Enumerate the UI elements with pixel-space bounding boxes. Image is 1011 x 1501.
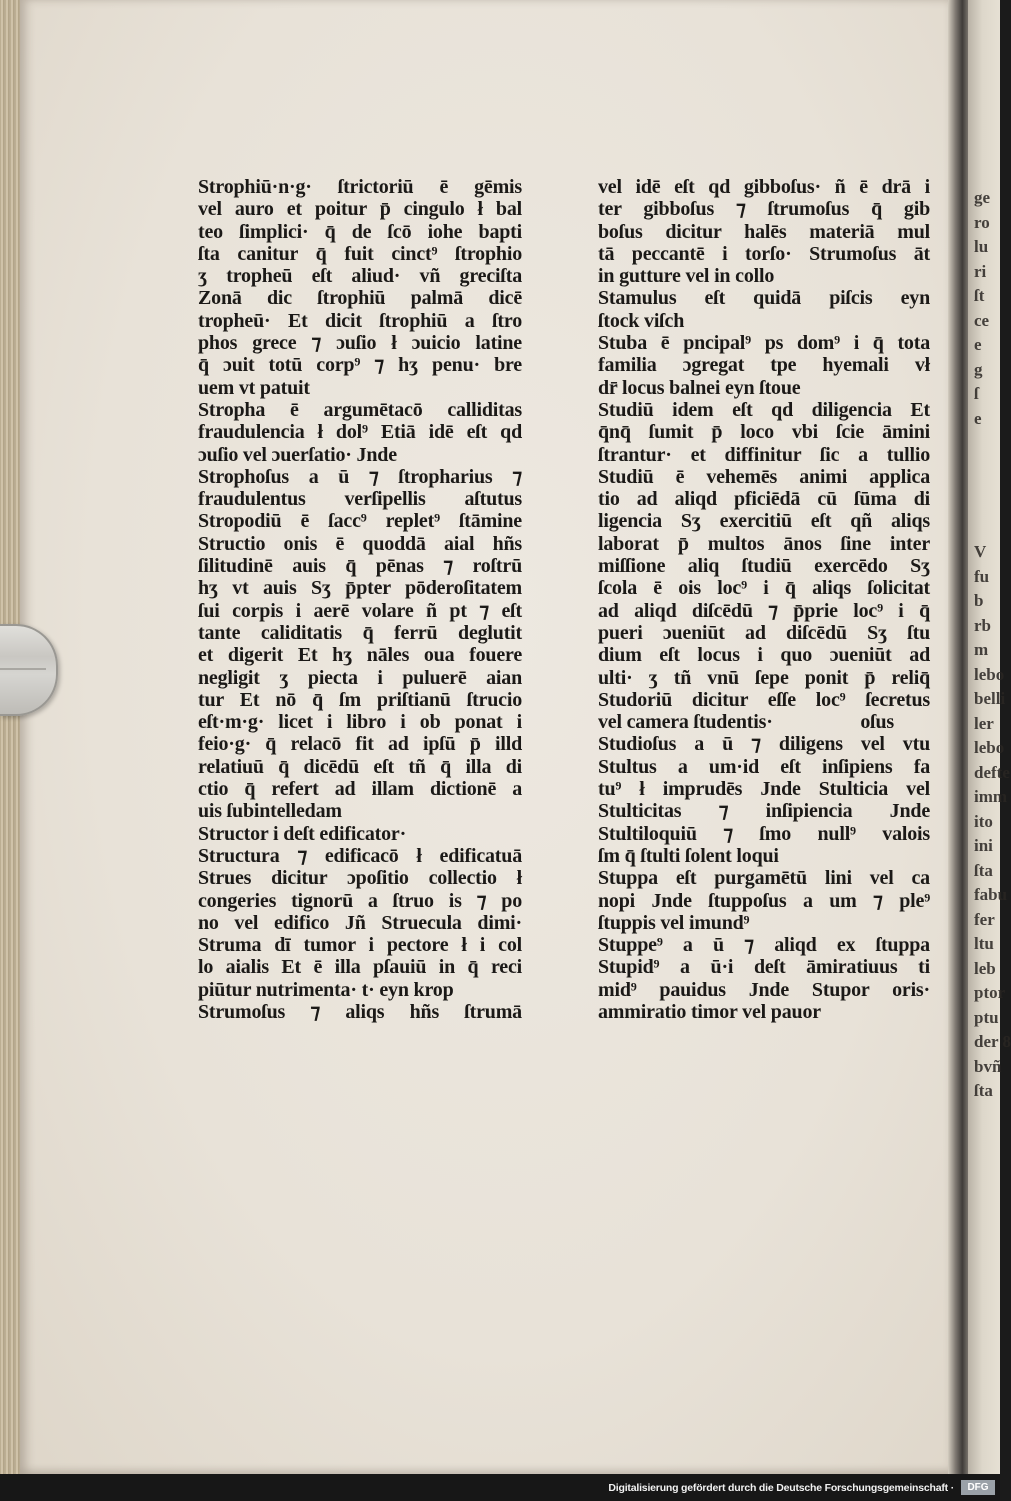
text-line: Structor i deſt edificator· <box>198 822 407 845</box>
text-line: ſtrantur· et diffinitur ſic a tullio <box>598 443 930 466</box>
text-line: ɔuſio vel ɔuerſatio· Jnde <box>198 443 397 466</box>
text-fragment: leb <box>974 958 996 978</box>
text-fragment: bvñ <box>974 1056 1002 1076</box>
text-line: q̄nq̄ ſumit p̄ loco vbi ſcie āmini <box>598 421 930 444</box>
text-fragment: rb <box>974 615 991 635</box>
text-fragment: ito <box>974 811 993 831</box>
text-fragment: g <box>974 359 983 379</box>
text-line: lo aialis Et ē illa pſauiū in q̄ reci <box>198 956 522 979</box>
page-clip-seam <box>0 668 46 670</box>
text-line: Stultiloquiū ⁊ ſmo null⁹ valois <box>598 822 930 845</box>
text-line: tio ad aliqd pficiēdā cū ſūma di <box>598 488 930 511</box>
text-line: uis ſubintelledam <box>198 800 342 823</box>
text-line: vel camera ſtudentis· <box>598 711 773 734</box>
text-line: ligencia Sʒ exercitiū eſt qñ aliqs <box>598 510 930 533</box>
text-fragment: defte <box>974 762 1010 782</box>
text-line: Structio onis ē quoddā aial hñs <box>198 532 522 555</box>
text-line: tropheū· Et dicit ſtrophiū a ſtro <box>198 309 522 332</box>
text-line: congeries tignorū a ſtruo is ⁊ po <box>198 889 522 912</box>
text-line: dr̄ locus balnei eyn ſtoue <box>598 376 801 399</box>
text-fragment: ce <box>974 310 990 330</box>
text-line: Strophiū·n·g· ſtrictoriū ē gēmis <box>198 176 522 198</box>
text-fragment: ſ <box>974 384 979 403</box>
text-line: boſus dicitur halēs materiā mul <box>598 220 930 243</box>
text-fragment: e <box>974 408 982 428</box>
text-line: Zonā dic ſtrophiū palmā dicē <box>198 287 522 310</box>
text-fragment: fabu <box>974 885 1008 904</box>
text-line: fraudulencia ł dol⁹ Etiā idē eſt qd <box>198 421 522 444</box>
text-line: vel auro et poitur p̄ cingulo ł bal <box>198 198 522 221</box>
text-fragment: ler <box>974 713 994 733</box>
text-line: Studiū idem eſt qd diligencia Et <box>598 398 930 421</box>
footer-bar <box>0 1474 1000 1501</box>
text-fragment: ſt <box>974 286 985 305</box>
dfg-logo: DFG <box>961 1480 995 1495</box>
book-page <box>20 0 950 1474</box>
text-fragment: imm <box>974 787 1008 806</box>
text-line: teo ſimplici· q̄ de ſcō iohe bapti <box>198 220 522 243</box>
text-line: laborat p̄ multos ānos ſine inter <box>598 532 930 555</box>
text-fragment: e <box>974 335 982 354</box>
text-line: ad aliqd diſcēdū ⁊ p̄prie loc⁹ i q̄ <box>598 599 930 622</box>
text-line: tur Et nō q̄ ſm priſtianū ſtrucio <box>198 688 522 711</box>
text-line: Stuppe⁹ a ū ⁊ aliqd ex ſtuppa <box>598 934 930 957</box>
text-fragment: ſta <box>974 860 993 880</box>
text-fragment: ini <box>974 836 993 855</box>
text-line: et digerit Et hʒ nāles oua fouere <box>198 644 522 667</box>
text-fragment: V <box>974 542 987 561</box>
text-line: ſilitudinē auis q̄ pēnas ⁊ roſtrū <box>198 555 522 578</box>
text-line: feio·g· q̄ relacō fit ad ipſū p̄ illd <box>198 733 522 756</box>
text-line: ʒ tropheū eſt aliud· vñ greciſta <box>198 265 522 288</box>
text-line: Stupid⁹ a ū·i deſt āmiratiuus ti <box>598 956 930 979</box>
text-line: Stuba ē pncipal⁹ ps dom⁹ i q̄ tota <box>598 332 930 355</box>
text-line: tu⁹ ł imprudēs Jnde Stulticia vel <box>598 778 930 801</box>
text-line: ter gibboſus ⁊ ſtrumoſus q̄ gib <box>598 198 930 221</box>
text-line: no vel edifico Jñ Struecula dimi· <box>198 911 522 934</box>
text-fragment: b <box>974 591 984 610</box>
text-line: Studioſus a ū ⁊ diligens vel vtu <box>598 733 930 756</box>
text-line: familia ɔgregat tpe hyemali vł <box>598 354 930 377</box>
text-line: uem vt patuit <box>198 376 310 399</box>
text-line: nopi Jnde ſtuppoſus a um ⁊ ple⁹ <box>598 889 930 912</box>
gutter-shadow <box>948 0 970 1474</box>
text-line: Structura ⁊ edificacō ł edificatuā <box>198 844 522 867</box>
text-line: negligit ʒ piecta i puluerē aian <box>198 666 522 689</box>
text-line: Studoriū dicitur eſſe loc⁹ ſecretus <box>598 688 930 711</box>
text-fragment: m <box>974 640 989 659</box>
text-line: Studiū ē vehemēs animi applica <box>598 465 930 488</box>
text-fragment: ri <box>974 261 987 281</box>
text-fragment: ſta <box>974 1081 993 1100</box>
text-line: ammiratio timor vel pauor <box>598 1000 821 1023</box>
text-line: Stamulus eſt quidā piſcis eyn <box>598 287 930 310</box>
text-fragment: ptu <box>974 1007 999 1027</box>
text-fragment: ro <box>974 212 990 232</box>
text-line: hʒ vt auis Sʒ p̄pter pōderoſitatem <box>198 577 522 600</box>
text-fragment: lebo <box>974 664 1005 684</box>
text-line: in gutture vel in collo <box>598 265 775 288</box>
text-line: ſtuppis vel imund⁹ <box>598 911 750 934</box>
text-line-with-carryover <box>598 711 930 733</box>
text-fragment: der 8 <box>974 1032 1011 1051</box>
text-line: ſcola ē ois loc⁹ i q̄ aliqs ſolicitat <box>598 577 930 600</box>
text-line: vel idē eſt qd gibboſus· ñ ē drā i <box>598 176 930 198</box>
adjacent-page-fragments-upper <box>974 186 990 431</box>
text-fragment: ge <box>974 188 991 207</box>
text-line: Stultus a um·id eſt inſipiens fa <box>598 755 930 778</box>
text-line: phos grece ⁊ ɔuſio ł ɔuicio latine <box>198 332 522 355</box>
text-line: Strophoſus a ū ⁊ ſtropharius ⁊ <box>198 465 522 488</box>
line-carryover: oſus <box>860 711 894 734</box>
text-line: Stulticitas ⁊ inſipiencia Jnde <box>598 800 930 823</box>
text-fragment: ptor <box>974 983 1006 1002</box>
text-fragment: ltu <box>974 934 994 953</box>
text-line: Strues dicitur ɔpoſitio collectio ł <box>198 867 522 890</box>
text-line: Stropodiū ē ſacc⁹ replet⁹ ſtāmine <box>198 510 522 533</box>
adjacent-page-fragments-lower <box>974 540 1011 1104</box>
text-line: ſta canitur q̄ fuit cinct⁹ ſtrophio <box>198 242 522 265</box>
adjacent-page-edge <box>968 0 1011 1474</box>
text-line: piūtur nutrimenta· t· eyn krop <box>198 978 454 1001</box>
text-line: tā peccantē i torſo· Strumoſus āt <box>598 242 930 265</box>
text-line: ctio q̄ refert ad illam dictionē a <box>198 778 522 801</box>
funding-note: Digitalisierung gefördert durch die Deutsche Forschungsgemeinschaft · <box>608 1482 954 1494</box>
text-fragment: lu <box>974 237 989 256</box>
text-line: dium eſt locus i quo ɔueniūt ad <box>598 644 930 667</box>
text-fragment: fer <box>974 909 995 929</box>
text-line: Struma dī tumor i pectore ł i col <box>198 934 522 957</box>
right-column <box>598 176 930 1023</box>
text-line: pueri ɔueniūt ad diſcēdū Sʒ ſtu <box>598 621 930 644</box>
text-line: tante caliditatis q̄ ferrū deglutit <box>198 621 522 644</box>
text-line: q̄ ɔuit totū corp⁹ ⁊ hʒ penu· bre <box>198 354 522 377</box>
text-line: ſm q̄ ſtulti ſolent loqui <box>598 844 779 867</box>
text-fragment: belli <box>974 689 1006 708</box>
text-line: miſſione aliq ſtudiū exercēdo Sʒ <box>598 555 930 578</box>
text-line: relatiuū q̄ dicēdū eſt tñ q̄ illa di <box>198 755 522 778</box>
text-line: eſt·m·g· licet i libro i ob ponat i <box>198 711 522 734</box>
text-line: ſui corpis i aerē volare ñ pt ⁊ eſt <box>198 599 522 622</box>
text-line: fraudulentus verſipellis aſtutus <box>198 488 522 511</box>
text-fragment: fu <box>974 566 990 586</box>
text-line: Stropha ē argumētacō calliditas <box>198 398 522 421</box>
text-line: ulti· ʒ tñ vnū ſepe ponit p̄ reliq̄ <box>598 666 930 689</box>
text-line: Strumoſus ⁊ aliqs hñs ſtrumā <box>198 1000 522 1023</box>
text-line: Stuppa eſt purgamētū lini vel ca <box>598 867 930 890</box>
left-column <box>198 176 522 1023</box>
text-fragment: lebo <box>974 738 1005 757</box>
text-line: ſtock viſch <box>598 309 685 332</box>
text-line: mid⁹ pauidus Jnde Stupor oris· <box>598 978 930 1001</box>
